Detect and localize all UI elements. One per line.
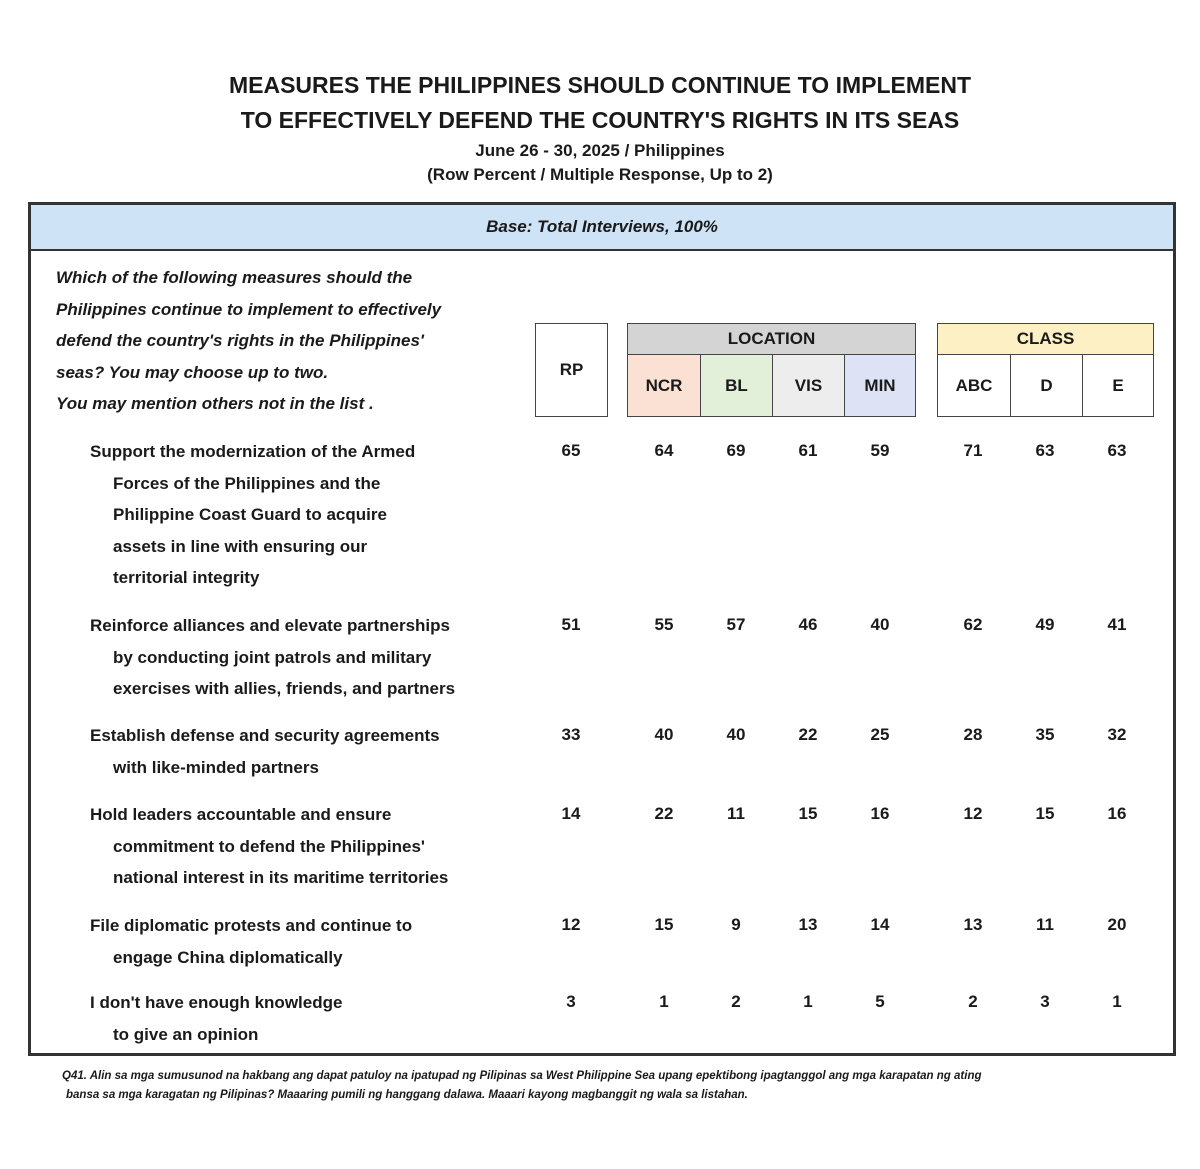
row-label-line: Forces of the Philippines and the: [113, 473, 381, 493]
value-cell-bl-row-3: 40: [726, 725, 746, 744]
row-label-alliances: [90, 610, 540, 705]
row-label-accountable: [90, 799, 540, 894]
value-cell-bl-row-1: 69: [726, 441, 746, 460]
value-cell-ncr-row-3: 40: [654, 725, 674, 744]
header-class-group: CLASS: [937, 323, 1154, 355]
value-cell-bl-row-5: 9: [731, 915, 741, 934]
value-cell-e-row-2: 41: [1107, 615, 1127, 634]
chart-title-line-2: TO EFFECTIVELY DEFEND THE COUNTRY'S RIGHTS IN ITS SEAS: [240, 107, 960, 133]
value-cell-abc-row-3: 28: [963, 725, 983, 744]
row-label-line: by conducting joint patrols and military: [113, 647, 432, 667]
row-label-line: national interest in its maritime territories: [113, 868, 449, 888]
value-cell-bl-row-6: 2: [731, 992, 741, 1011]
value-cell-rp-row-4: 14: [561, 804, 581, 823]
row-label-line: Support the modernization of the Armed: [90, 442, 416, 461]
header-abc: ABC: [937, 354, 1011, 417]
value-cell-rp-row-3: 33: [561, 725, 581, 744]
row-label-line: File diplomatic protests and continue to: [90, 916, 413, 935]
footnote-line-1: Q41. Alin sa mga sumusunod na hakbang ang dapat patuloy na ipatupad ng Pilipinas sa West Philippine Sea upang epektibong ipagtanggol ang mga karapatan ng ating: [62, 1070, 982, 1082]
value-cell-abc-row-5: 13: [963, 915, 983, 934]
header-d: D: [1010, 354, 1083, 417]
value-cell-d-row-3: 35: [1035, 725, 1055, 744]
row-label-line: Philippine Coast Guard to acquire: [113, 505, 387, 525]
value-cell-vis-row-3: 22: [798, 725, 818, 744]
value-cell-e-row-1: 63: [1107, 441, 1127, 460]
value-cell-vis-row-4: 15: [798, 804, 818, 823]
chart-subtitle-date: June 26 - 30, 2025 / Philippines: [475, 141, 725, 160]
value-cell-e-row-5: 20: [1107, 915, 1127, 934]
value-cell-d-row-6: 3: [1040, 992, 1050, 1011]
row-label-line: Reinforce alliances and elevate partnerships: [90, 616, 450, 635]
value-cell-d-row-5: 11: [1036, 915, 1054, 934]
row-label-line: I don't have enough knowledge: [90, 993, 343, 1012]
value-cell-d-row-4: 15: [1035, 804, 1055, 823]
row-label-no-knowledge: [90, 987, 540, 1050]
value-cell-vis-row-1: 61: [798, 441, 818, 460]
chart-subtitle-method: (Row Percent / Multiple Response, Up to 2): [427, 165, 773, 184]
question-text: [56, 262, 516, 420]
value-cell-vis-row-5: 13: [798, 915, 818, 934]
question-line: Philippines continue to implement to effectively: [56, 299, 442, 319]
value-cell-ncr-row-2: 55: [654, 615, 674, 634]
header-min: MIN: [844, 354, 916, 417]
header-bl: BL: [700, 354, 773, 417]
row-label-line: territorial integrity: [113, 568, 260, 588]
value-cell-ncr-row-6: 1: [659, 992, 669, 1011]
header-location-group: LOCATION: [627, 323, 916, 355]
value-cell-abc-row-4: 12: [963, 804, 983, 823]
row-label-modernization: [90, 436, 540, 594]
value-cell-abc-row-1: 71: [963, 441, 983, 460]
header-rp: RP: [535, 323, 608, 417]
question-line: Which of the following measures should the: [56, 268, 413, 287]
base-band: Base: Total Interviews, 100%: [31, 205, 1173, 251]
value-cell-rp-row-2: 51: [561, 615, 581, 634]
row-label-line: commitment to defend the Philippines': [113, 836, 425, 856]
value-cell-bl-row-4: 11: [727, 804, 745, 823]
value-cell-ncr-row-1: 64: [654, 441, 674, 460]
value-cell-abc-row-2: 62: [963, 615, 983, 634]
value-cell-rp-row-1: 65: [561, 441, 581, 460]
value-cell-e-row-4: 16: [1107, 804, 1127, 823]
row-label-line: with like-minded partners: [113, 757, 319, 777]
value-cell-bl-row-2: 57: [726, 615, 746, 634]
value-cell-min-row-3: 25: [870, 725, 890, 744]
value-cell-min-row-6: 5: [875, 992, 885, 1011]
value-cell-vis-row-2: 46: [798, 615, 818, 634]
header-vis: VIS: [772, 354, 845, 417]
header-ncr: NCR: [627, 354, 701, 417]
value-cell-d-row-1: 63: [1035, 441, 1055, 460]
value-cell-vis-row-6: 1: [803, 992, 813, 1011]
value-cell-e-row-6: 1: [1112, 992, 1122, 1011]
value-cell-min-row-4: 16: [870, 804, 890, 823]
value-cell-rp-row-6: 3: [566, 992, 576, 1011]
value-cell-rp-row-5: 12: [561, 915, 581, 934]
value-cell-min-row-1: 59: [870, 441, 890, 460]
value-cell-abc-row-6: 2: [968, 992, 978, 1011]
value-cell-ncr-row-5: 15: [654, 915, 674, 934]
value-cell-e-row-3: 32: [1107, 725, 1127, 744]
value-cell-d-row-2: 49: [1035, 615, 1055, 634]
row-label-line: Establish defense and security agreements: [90, 726, 440, 745]
value-cell-min-row-2: 40: [870, 615, 890, 634]
header-e: E: [1082, 354, 1154, 417]
row-label-line: Hold leaders accountable and ensure: [90, 805, 392, 824]
question-line: seas? You may choose up to two.: [56, 362, 329, 382]
row-label-line: assets in line with ensuring our: [113, 536, 368, 556]
row-label-line: engage China diplomatically: [113, 947, 343, 967]
row-label-agreements: [90, 720, 540, 783]
value-cell-min-row-5: 14: [870, 915, 890, 934]
footnote-line-2: bansa sa mga karagatan ng Pilipinas? Maaaring pumili ng hanggang dalawa. Maaari kayong magbanggit ng wala sa listahan.: [66, 1089, 748, 1101]
row-label-line: to give an opinion: [113, 1024, 259, 1044]
value-cell-ncr-row-4: 22: [654, 804, 674, 823]
chart-title-line-1: MEASURES THE PHILIPPINES SHOULD CONTINUE TO IMPLEMENT: [228, 72, 972, 98]
row-label-diplomatic: [90, 910, 540, 973]
row-label-line: exercises with allies, friends, and partners: [113, 679, 456, 699]
question-line: defend the country's rights in the Philippines': [56, 331, 424, 351]
question-line: You may mention others not in the list .: [56, 394, 374, 414]
